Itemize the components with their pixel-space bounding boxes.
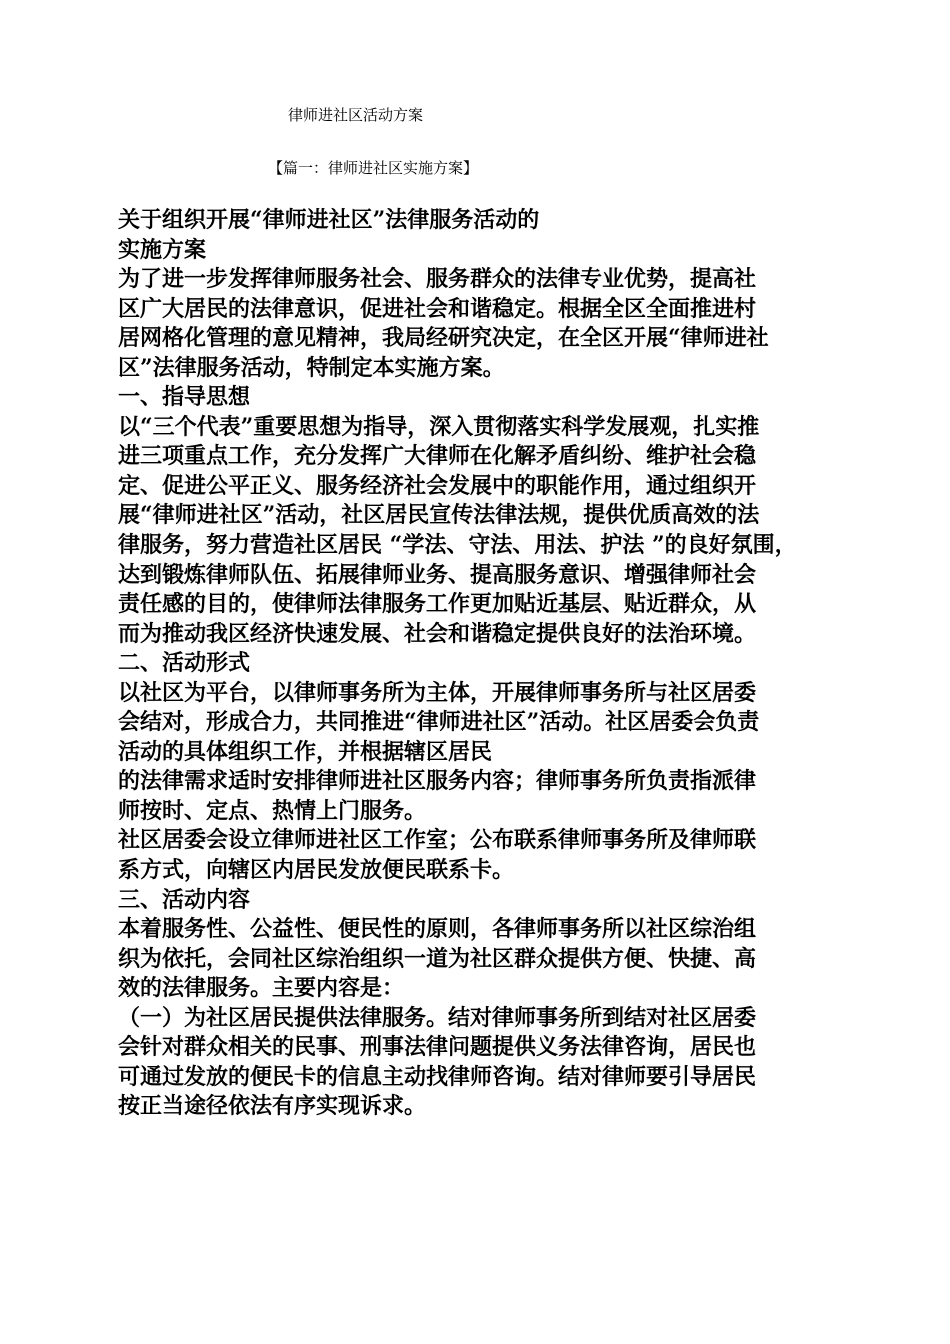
body-text-line: 居网格化管理的意见精神，我局经研究决定，在全区开展“律师进社 bbox=[118, 325, 769, 352]
body-text-line: 效的法律服务。主要内容是： bbox=[118, 975, 405, 1002]
body-text-line: 达到锻炼律师队伍、拓展律师业务、提高服务意识、增强律师社会 bbox=[118, 561, 757, 588]
body-text-line: 实施方案 bbox=[118, 236, 207, 263]
body-text-line: 社区居委会设立律师进社区工作室；公布联系律师事务所及律师联 bbox=[118, 827, 757, 854]
body-text-line: （一）为社区居民提供法律服务。结对律师事务所到结对社区居委 bbox=[118, 1004, 757, 1031]
body-text-line: 按正当途径依法有序实现诉求。 bbox=[118, 1093, 427, 1120]
body-text-line: 可通过发放的便民卡的信息主动找律师咨询。结对律师要引导居民 bbox=[118, 1063, 757, 1090]
body-text-line: 师按时、定点、热情上门服务。 bbox=[118, 797, 427, 824]
body-text-line: 而为推动我区经济快速发展、社会和谐稳定提供良好的法治环境。 bbox=[118, 620, 757, 647]
document-subtitle: 【篇一：律师进社区实施方案】 bbox=[268, 159, 479, 177]
body-text-line: 展“律师进社区”活动，社区居民宣传法律法规，提供优质高效的法 bbox=[118, 502, 760, 529]
body-text-line: 一、指导思想 bbox=[118, 384, 251, 411]
body-text-line: 进三项重点工作，充分发挥广大律师在化解矛盾纠纷、维护社会稳 bbox=[118, 443, 757, 470]
body-text-line: 的法律需求适时安排律师进社区服务内容；律师事务所负责指派律 bbox=[118, 768, 757, 795]
body-text-line: 织为依托，会同社区综治组织一道为社区群众提供方便、快捷、高 bbox=[118, 945, 757, 972]
body-text-line: 关于组织开展“律师进社区”法律服务活动的 bbox=[118, 207, 540, 233]
body-text-line: 系方式，向辖区内居民发放便民联系卡。 bbox=[118, 857, 515, 884]
body-text-line: 会针对群众相关的民事、刑事法律问题提供义务法律咨询，居民也 bbox=[118, 1034, 757, 1061]
body-text-line: 二、活动形式 bbox=[118, 650, 251, 677]
body-text-line: 三、活动内容 bbox=[118, 886, 251, 913]
body-text-line: 会结对，形成合力，共同推进“律师进社区”活动。社区居委会负责 bbox=[118, 709, 760, 736]
body-text-line: 区”法律服务活动，特制定本实施方案。 bbox=[118, 354, 505, 381]
body-text-line: 以社区为平台，以律师事务所为主体，开展律师事务所与社区居委 bbox=[118, 679, 757, 706]
body-text-line: 责任感的目的，使律师法律服务工作更加贴近基层、贴近群众，从 bbox=[118, 591, 757, 618]
document-title: 律师进社区活动方案 bbox=[288, 106, 424, 124]
body-text-line: 律服务，努力营造社区居民 “学法、守法、用法、护法 ”的良好氛围， bbox=[118, 532, 797, 559]
body-text-line: 为了进一步发挥律师服务社会、服务群众的法律专业优势，提高社 bbox=[118, 266, 757, 293]
body-text-line: 活动的具体组织工作，并根据辖区居民 bbox=[118, 738, 493, 765]
body-text-line: 本着服务性、公益性、便民性的原则，各律师事务所以社区综治组 bbox=[118, 916, 757, 943]
body-text-line: 以“三个代表”重要思想为指导，深入贯彻落实科学发展观，扎实推 bbox=[118, 413, 760, 440]
body-text-line: 定、促进公平正义、服务经济社会发展中的职能作用，通过组织开 bbox=[118, 472, 757, 499]
document-body bbox=[118, 206, 848, 1122]
body-text-line: 区广大居民的法律意识，促进社会和谐稳定。根据全区全面推进村 bbox=[118, 295, 757, 322]
